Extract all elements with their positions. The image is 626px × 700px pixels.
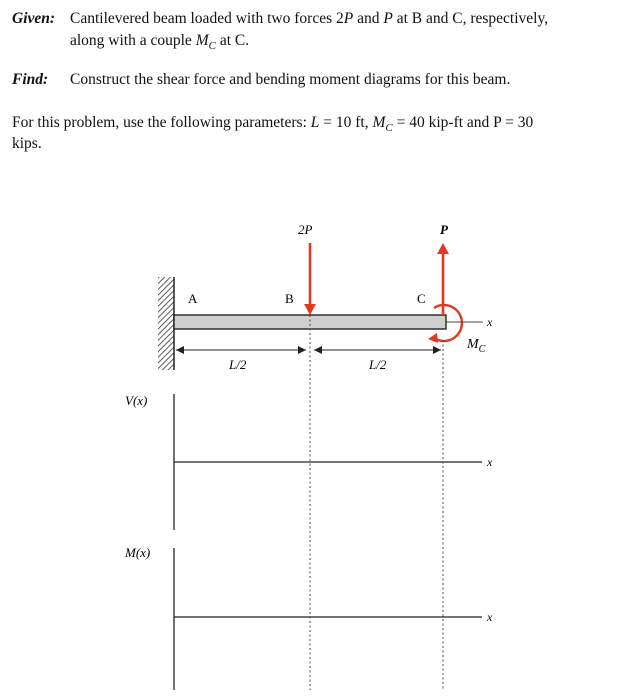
given-text-1b: and	[353, 10, 384, 27]
given-text-2a: along with a couple	[70, 32, 196, 49]
given-text-1a: Cantilevered beam loaded with two forces 2	[70, 10, 344, 27]
shear-axis-x-label: x	[487, 455, 493, 469]
moment-axis-x-label: x	[487, 610, 493, 624]
moment-mc-label: $M_C$	[467, 337, 486, 355]
load-p-arrow-head	[437, 243, 449, 254]
beam	[174, 315, 446, 329]
point-c-label: C	[417, 291, 426, 306]
shear-axis-label: V(x)	[125, 393, 148, 408]
load-p-label: P	[440, 222, 448, 237]
find-label: Find:	[12, 71, 49, 88]
given-text-2-sub: C	[208, 40, 216, 53]
load-2p-arrow-head	[304, 304, 316, 315]
moment-mc-arrow-head	[428, 333, 438, 343]
dim-left-label: L/2	[229, 357, 247, 372]
given-text-2b: at C.	[215, 32, 250, 49]
params-text-b: = 10 ft,	[319, 114, 373, 131]
point-a-label: A	[188, 291, 198, 306]
point-b-label: B	[285, 291, 294, 306]
given-label: Given:	[12, 10, 56, 27]
given-text-2-m: M	[195, 32, 209, 49]
params-line-2: kips.	[12, 135, 42, 152]
params-M: M	[372, 114, 386, 131]
dim-right-label: L/2	[369, 357, 387, 372]
given-text-1c: at B and C, respectively,	[392, 10, 549, 27]
given-text-1-p2: P	[383, 10, 393, 27]
given-text-1-p1: P	[343, 10, 354, 27]
load-2p-label: 2P	[298, 222, 313, 237]
wall-support	[158, 277, 174, 370]
params-L: L	[310, 114, 320, 131]
params-sub: C	[385, 122, 393, 135]
params-text-c: = 40 kip-ft and P = 30	[392, 114, 534, 131]
find-text: Construct the shear force and bending moment diagrams for this beam.	[70, 71, 511, 88]
moment-axis-label: M(x)	[125, 545, 151, 560]
beam-axis-x-label: x	[487, 315, 493, 329]
params-text-a: For this problem, use the following parameters:	[12, 114, 311, 131]
